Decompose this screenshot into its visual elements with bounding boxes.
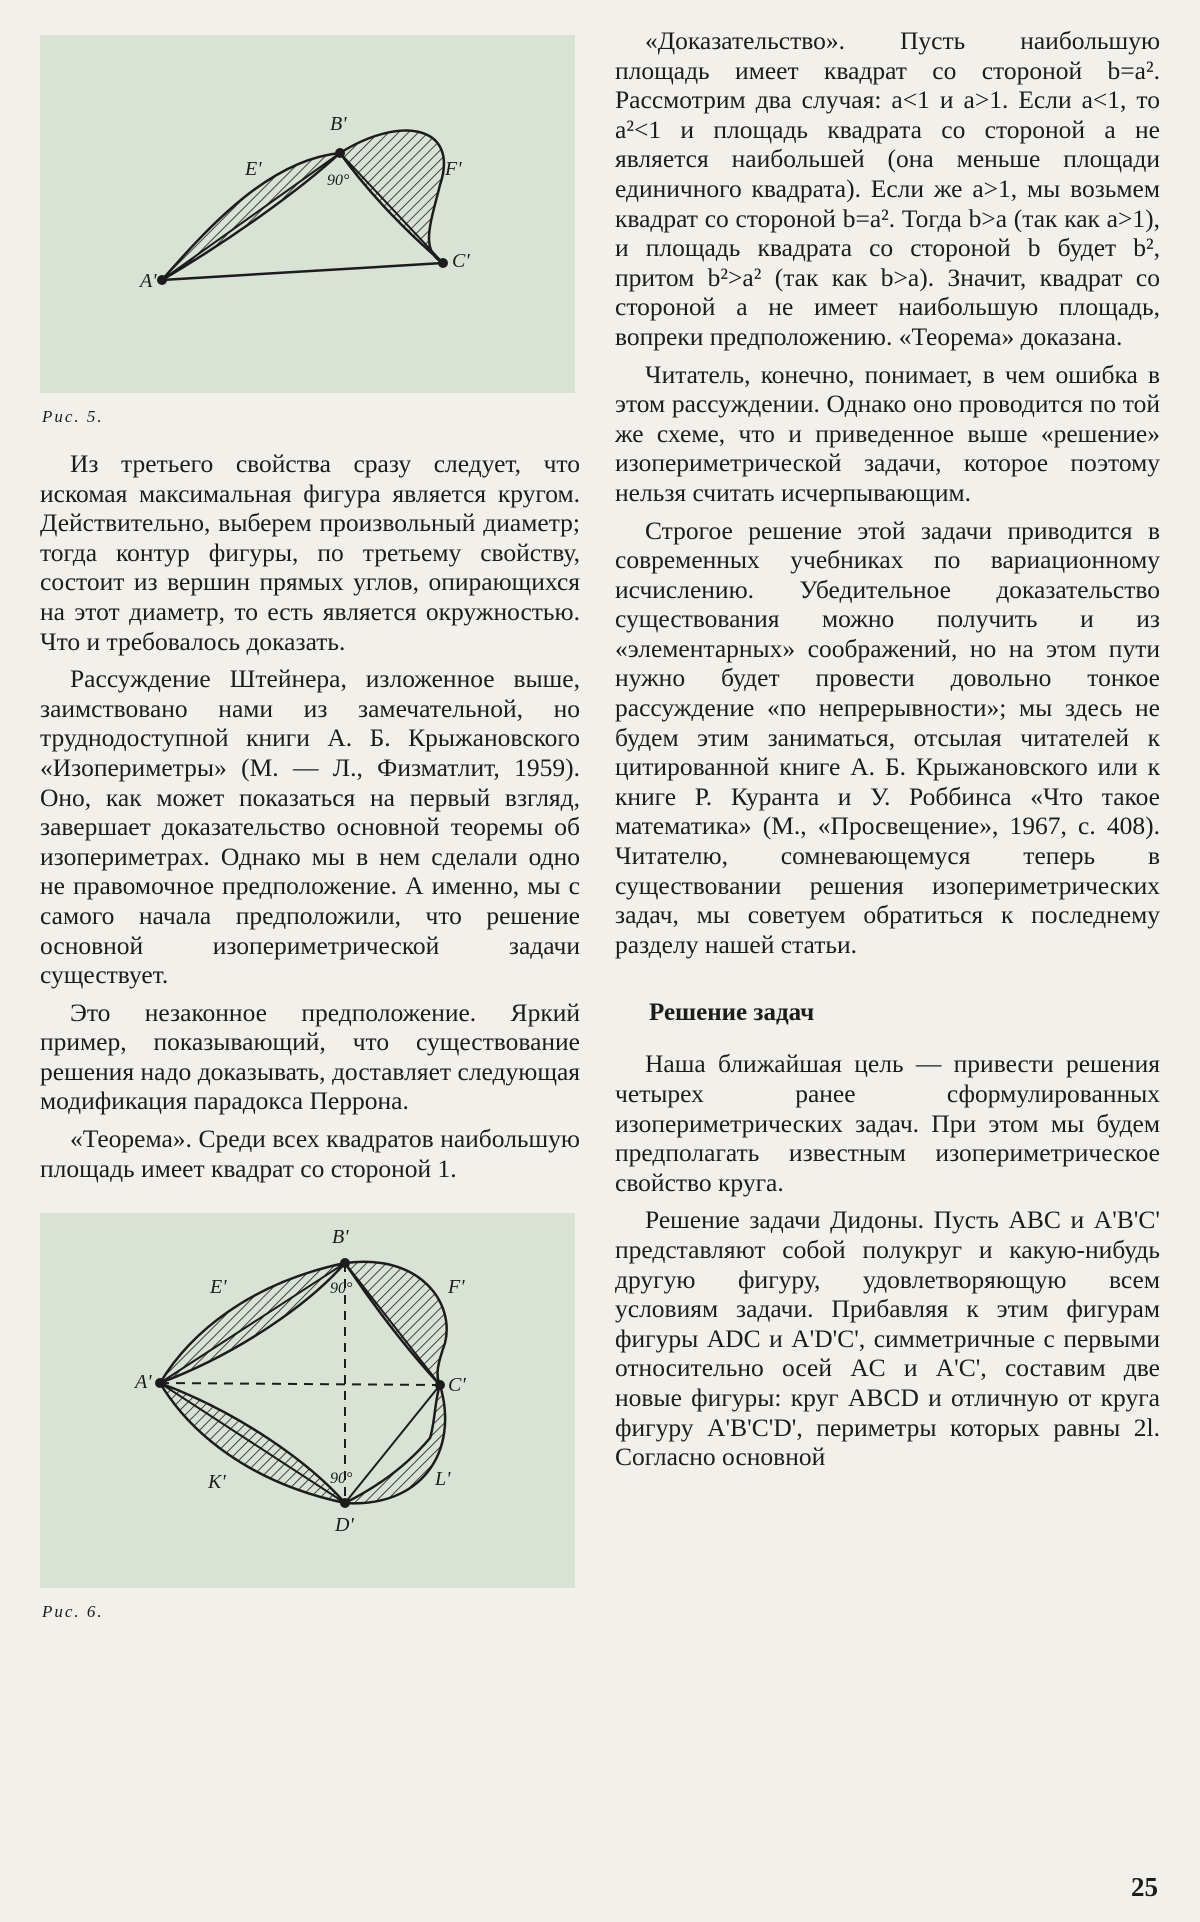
fig6-label-b: B' <box>332 1226 349 1249</box>
section-paragraph-1: Наша ближайшая цель — привести решения четырех ранее сформулированных изопериметрических задач. При этом мы будем предполагать известным изопериметрическое свойство круга. <box>615 1049 1160 1197</box>
left-paragraph-2: Рассуждение Штейнера, изложенное выше, заимствовано нами из замечательной, но труднодоступной книги А. Б. Крыжановского «Изопериметры» (М. — Л., Физматлит, 1959). Оно, как может показаться на первый взгляд, завершает доказательство основной теоремы об изопериметрах. Однако мы в нем сделали одно не правомочное предположение. А именно, мы с самого начала предположили, что решение основной изопериметрической задачи существует. <box>40 664 580 990</box>
left-paragraph-1: Из третьего свойства сразу следует, что искомая максимальная фигура является кругом. Действительно, выберем произвольный диаметр; тогда контур фигуры, по третьему свойству, состоит из вершин прямых углов, опирающихся на этот диаметр, то есть является окружностью. Что и требовалось доказать. <box>40 449 580 656</box>
fig6-label-d: D' <box>335 1514 354 1537</box>
fig5-label-b: B' <box>330 113 347 135</box>
section-paragraph-2: Решение задачи Дидоны. Пусть ABC и A'B'C' представляют собой полукруг и какую-нибудь другую фигуру, удовлетворяющую всем условиям задачи. Прибавляя к этим фигурам фигуры ADC и A'D'C', симметричные с первыми относительно осей AC и A'C', составим две новые фигуры: круг ABCD и отличную от круга фигуру A'B'C'D', периметры которых равны 2l. Согласно основной <box>615 1205 1160 1472</box>
fig6-label-k: K' <box>208 1471 226 1494</box>
fig5-label-c: C' <box>452 250 470 272</box>
fig6-angle-bottom: 90° <box>330 1470 353 1488</box>
fig6-label-a: A' <box>135 1371 152 1394</box>
figure-5-caption: Рис. 5. <box>42 407 104 426</box>
right-paragraph-2: Читатель, конечно, понимает, в чем ошибка в этом рассуждении. Однако оно проводится по той же схеме, что и приведенное выше «решение» изопериметрической задачи, которое поэтому нельзя считать исчерпывающим. <box>615 359 1160 507</box>
fig6-label-c: C' <box>448 1374 466 1397</box>
figure-6-drawing <box>40 1213 575 1588</box>
fig6-label-l: L' <box>435 1468 451 1491</box>
fig5-label-a: A' <box>140 270 157 292</box>
figure-6-caption: Рис. 6. <box>42 1602 104 1622</box>
fig6-angle-top: 90° <box>330 1280 353 1298</box>
fig5-label-e: E' <box>245 158 262 180</box>
figure-6 <box>40 1213 575 1588</box>
page-number: 25 <box>1131 1872 1158 1902</box>
left-paragraph-4: «Теорема». Среди всех квадратов наибольшую площадь имеет квадрат со стороной 1. <box>40 1124 580 1183</box>
left-column <box>40 0 580 1644</box>
left-paragraph-3: Это незаконное предположение. Яркий пример, показывающий, что существование решения надо доказывать, доставляет следующая модификация парадокса Перрона. <box>40 997 580 1116</box>
right-column <box>615 26 1160 1480</box>
figure-5 <box>40 35 575 393</box>
fig5-label-f: F' <box>445 158 462 180</box>
fig5-angle: 90° <box>327 172 350 189</box>
fig6-label-f: F' <box>448 1276 465 1299</box>
section-heading: Решение задач <box>649 999 815 1027</box>
right-paragraph-3: Строгое решение этой задачи приводится в современных учебниках по вариационному исчислению. Убедительное доказательство существования можно получить и из «элементарных» соображений, но на этом пути нужно будет провести довольно тонкое рассуждение «по непрерывности»; мы здесь не будем этим заниматься, отсылая читателей к цитированной книге А. Б. Крыжановского или к книге Р. Куранта и У. Роббинса «Что такое математика» (М., «Просвещение», 1967, с. 408). Читателю, сомневающемуся теперь в существовании решения изопериметрических задач, мы советуем обратиться к последнему разделу нашей статьи. <box>615 515 1160 959</box>
figure-5-drawing <box>40 35 575 393</box>
right-paragraph-1: «Доказательство». Пусть наибольшую площадь имеет квадрат со стороной b=a². Рассмотрим два случая: a<1 и a>1. Если a<1, то a²<1 и площадь квадрата со стороной a не является наибольшей (она меньше площади единичного квадрата). Если же a>1, мы возьмем квадрат со стороной b=a². Тогда b>a (так как a>1), и площадь квадрата со стороной b будет b², притом b²>a² (так как b>a). Значит, квадрат со стороной a не имеет наибольшую площадь, вопреки предположению. «Теорема» доказана. <box>615 26 1160 351</box>
fig6-label-e: E' <box>210 1276 227 1299</box>
